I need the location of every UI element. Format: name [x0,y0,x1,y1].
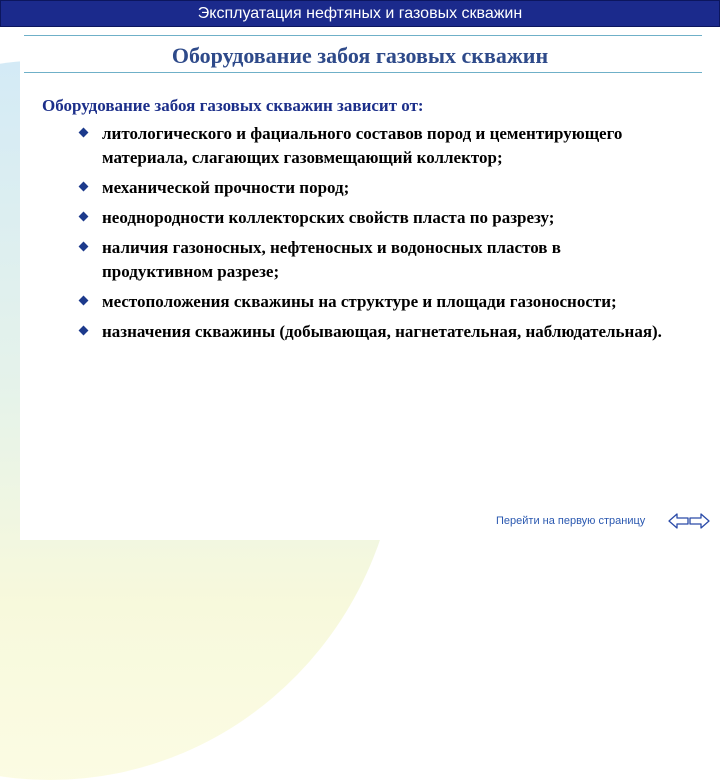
diamond-bullet-icon [79,212,89,222]
diamond-bullet-icon [79,296,89,306]
header-title: Эксплуатация нефтяных и газовых скважин [197,5,523,22]
list-item [42,236,662,284]
slide-title: Оборудование забоя газовых скважин [171,43,549,68]
diamond-bullet-icon [79,128,89,138]
list-item-text: наличия газоносных, нефтеносных и водоносных пластов в продуктивном разрезе; [102,238,561,281]
list-item-text: литологического и фациального составов пород и цементирующего материала, слагающих газовмещающий коллектор; [102,124,623,167]
list-item [42,320,662,344]
header-bar [0,0,720,27]
diamond-bullet-icon [79,326,89,336]
slide-content [42,94,662,350]
diamond-bullet-icon [79,242,89,252]
intro-text: Оборудование забоя газовых скважин зависит от: [42,96,424,115]
list-item [42,206,662,230]
list-item-text: местоположения скважины на структуре и площади газоносности; [102,292,617,311]
list-item-text: неоднородности коллекторских свойств пласта по разрезу; [102,208,555,227]
list-item-text: механической прочности пород; [102,178,350,197]
list-item [42,290,662,314]
bullet-list [42,122,662,344]
list-item [42,122,662,170]
first-page-link[interactable]: Перейти на первую страницу [496,515,646,527]
title-rule-bottom [24,72,702,73]
list-item [42,176,662,200]
arrow-right-icon[interactable] [688,512,710,530]
arrow-left-icon[interactable] [668,512,690,530]
title-rule-top [24,35,702,36]
list-item-text: назначения скважины (добывающая, нагнетательная, наблюдательная). [102,322,662,341]
diamond-bullet-icon [79,182,89,192]
